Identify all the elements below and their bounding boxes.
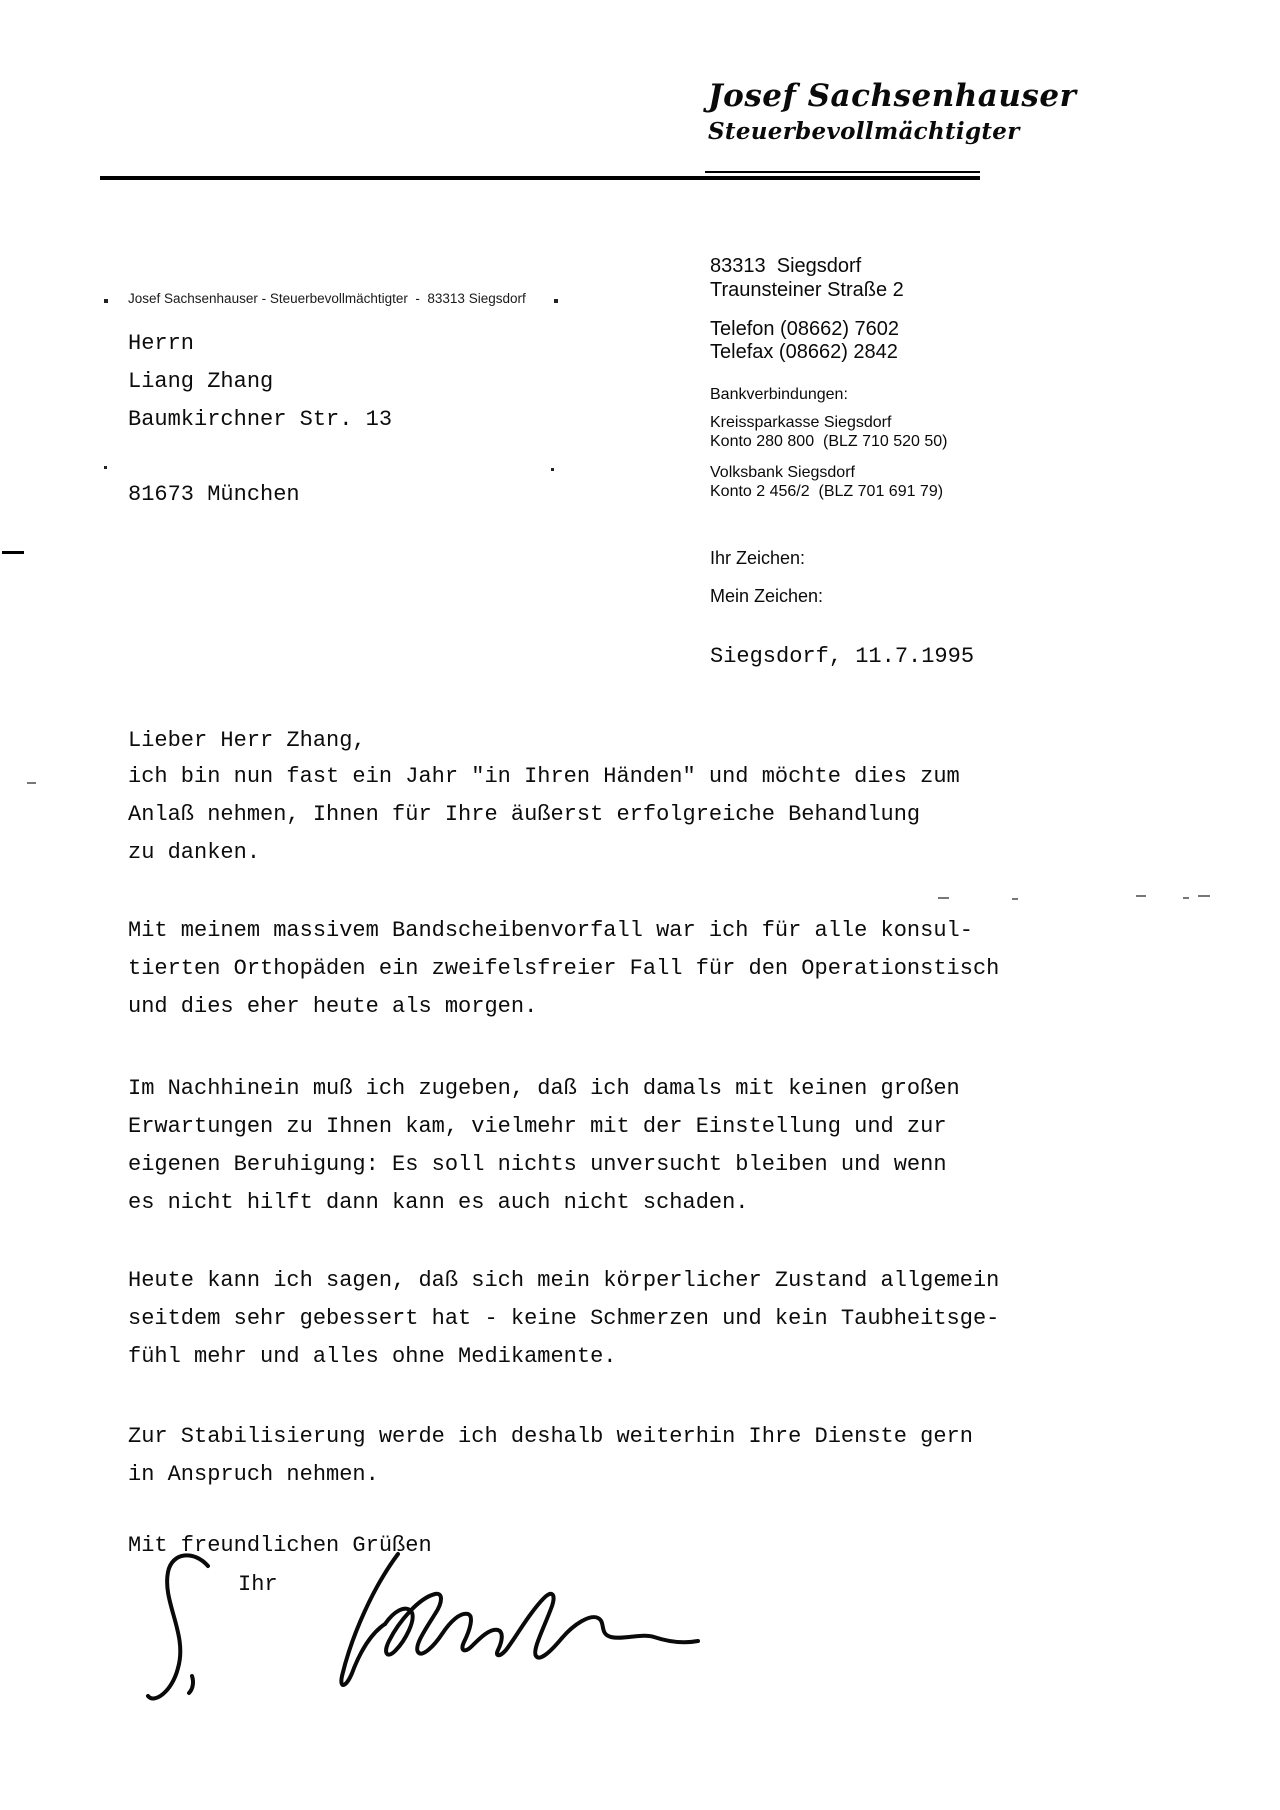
body-line: es nicht hilft dann kann es auch nicht schaden.	[128, 1190, 749, 1215]
fold-mark-left	[104, 299, 108, 303]
your-reference-label: Ihr Zeichen:	[710, 548, 806, 568]
margin-fold-mark-2	[27, 782, 36, 784]
body-paragraph-4	[128, 1262, 999, 1376]
body-line: Erwartungen zu Ihnen kam, vielmehr mit der Einstellung und zur	[128, 1114, 947, 1139]
bank2-account: Konto 2 456/2 (BLZ 701 691 79)	[710, 483, 944, 500]
recipient-city: 81673 München	[128, 482, 300, 507]
body-line: in Anspruch nehmen.	[128, 1462, 379, 1487]
bank2-name: Volksbank Siegsdorf	[710, 464, 855, 481]
margin-fold-mark-1	[2, 551, 24, 554]
bank-heading: Bankverbindungen:	[710, 386, 848, 403]
closing-phrase: Mit freundlichen Grüßen	[128, 1533, 432, 1558]
body-line: ich bin nun fast ein Jahr "in Ihren Händen" und möchte dies zum	[128, 764, 960, 789]
body-line: zu danken.	[128, 840, 261, 865]
body-line: tierten Orthopäden ein zweifelsfreier Fall für den Operationstisch	[128, 956, 1000, 981]
bank1-name: Kreissparkasse Siegsdorf	[710, 414, 892, 431]
letterhead-rule-thin	[705, 171, 980, 173]
return-address-line: Josef Sachsenhauser - Steuerbevollmächtigter - 83313 Siegsdorf	[128, 291, 526, 306]
recipient-name: Liang Zhang	[128, 369, 274, 394]
body-paragraph-2	[128, 912, 999, 1026]
body-line: Mit meinem massivem Bandscheibenvorfall war ich für alle konsul-	[128, 918, 973, 943]
fold-mark-right	[554, 299, 558, 303]
scan-dash-3	[1136, 895, 1146, 897]
sender-phone: Telefon (08662) 7602	[710, 318, 900, 340]
body-line: fühl mehr und alles ohne Medikamente.	[128, 1344, 617, 1369]
signature-handwriting	[142, 1550, 702, 1715]
body-line: Heute kann ich sagen, daß sich mein körperlicher Zustand allgemein	[128, 1268, 1000, 1293]
body-line: eigenen Beruhigung: Es soll nichts unversucht bleiben und wenn	[128, 1152, 947, 1177]
scan-dash-2	[1012, 898, 1018, 900]
body-line: Lieber Herr Zhang,	[128, 728, 366, 753]
scan-dash-1	[938, 897, 949, 899]
scan-dash-5	[1198, 895, 1210, 897]
scan-dash-4	[1183, 897, 1189, 899]
body-line: seitdem sehr gebessert hat - keine Schmerzen und kein Taubheitsge-	[128, 1306, 1000, 1331]
body-paragraph-5	[128, 1418, 973, 1494]
sender-street: Traunsteiner Straße 2	[710, 279, 904, 301]
body-paragraph-3	[128, 1070, 960, 1222]
our-reference-label: Mein Zeichen:	[710, 586, 824, 606]
closing-pronoun: Ihr	[238, 1572, 278, 1597]
scan-dot-left	[104, 466, 107, 469]
body-line: und dies eher heute als morgen.	[128, 994, 538, 1019]
letterhead-rule	[100, 176, 980, 180]
body-line: Zur Stabilisierung werde ich deshalb weiterhin Ihre Dienste gern	[128, 1424, 973, 1449]
body-salutation	[128, 722, 366, 760]
body-paragraph-1	[128, 758, 960, 872]
scan-dot-right	[551, 468, 554, 471]
body-line: Im Nachhinein muß ich zugeben, daß ich damals mit keinen großen	[128, 1076, 960, 1101]
letterhead-title: Steuerbevollmächtigter	[708, 118, 1020, 145]
recipient-salutation-line: Herrn	[128, 331, 195, 356]
bank1-account: Konto 280 800 (BLZ 710 520 50)	[710, 433, 948, 450]
sender-fax: Telefax (08662) 2842	[710, 341, 898, 363]
body-line: Anlaß nehmen, Ihnen für Ihre äußerst erfolgreiche Behandlung	[128, 802, 921, 827]
sender-postal-code-city: 83313 Siegsdorf	[710, 255, 862, 277]
letterhead-name: Josef Sachsenhauser	[708, 78, 1077, 114]
recipient-street: Baumkirchner Str. 13	[128, 407, 393, 432]
dateline: Siegsdorf, 11.7.1995	[710, 644, 975, 669]
